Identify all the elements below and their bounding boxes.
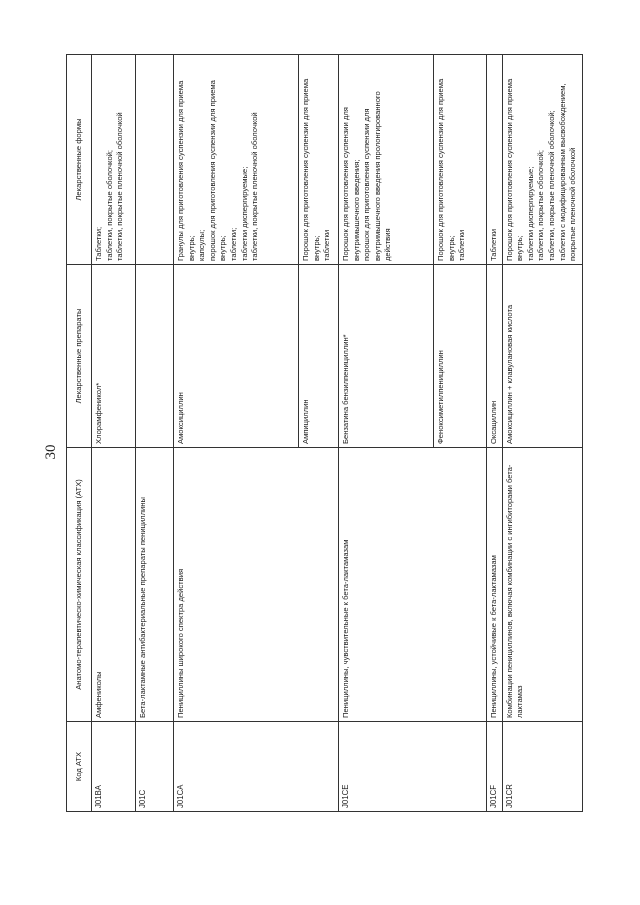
page-number: 30 (43, 444, 59, 460)
header-atc-classification: Анатомо-терапевтическо-химическая классификация (АТХ) (67, 448, 92, 722)
dosage-form-line: Порошок для приготовления суспензии для приема внутрь; (301, 78, 321, 261)
dosage-forms-cell (434, 55, 487, 265)
dosage-form-line: таблетки, покрытые оболочкой; (104, 149, 114, 261)
dosage-forms-cell (136, 55, 174, 265)
atc-code-cell: J01CR (502, 722, 582, 812)
dosage-form-line: таблетки, покрытые пленочной оболочкой (250, 112, 260, 261)
drug-name-cell: Амоксициллин (174, 265, 299, 448)
dosage-form-line: таблетки (322, 229, 332, 261)
dosage-form-line: таблетки диспергируемые; (239, 166, 249, 261)
atc-code-cell: J01BA (92, 722, 136, 812)
atc-code-cell: J01CE (339, 722, 487, 812)
atc-group-cell: Пенициллины, чувствительные к бета-лактамазам (339, 448, 487, 722)
dosage-form-line: Порошок для приготовления суспензии для приема внутрь; (436, 78, 456, 261)
table-row (92, 55, 136, 812)
dosage-form-line: Гранулы для приготовления суспензии для приема внутрь; (176, 80, 196, 261)
header-code: Код АТХ (67, 722, 92, 812)
dosage-form-line: порошок для приготовления суспензии для внутримышечного введения пролонгированного действия (362, 91, 393, 261)
table-row (502, 55, 582, 812)
dosage-form-line: Порошок для приготовления суспензии для внутримышечного введения; (341, 107, 361, 261)
drug-name-cell: Феноксиметилпенициллин (434, 265, 487, 448)
dosage-forms-cell (92, 55, 136, 265)
atc-group-cell: Пенициллины широкого спектра действия (174, 448, 339, 722)
drug-name-cell: Хлорамфеникол* (92, 265, 136, 448)
dosage-forms-cell (174, 55, 299, 265)
atc-code-cell: J01CF (487, 722, 503, 812)
atc-code-cell: J01C (136, 722, 174, 812)
dosage-form-line: Таблетки (489, 229, 498, 261)
table-row (487, 55, 503, 812)
dosage-form-line: таблетки, покрытые пленочной оболочкой (115, 112, 125, 261)
dosage-form-line: таблетки; (228, 227, 238, 261)
atc-group-cell: Амфениколы (92, 448, 136, 722)
dosage-form-line: таблетки с модифицированным высвобождением, покрытые пленочной оболочкой (557, 83, 578, 261)
dosage-form-line: Таблетки; (94, 226, 103, 261)
table-header-row (67, 55, 92, 812)
dosage-form-line: таблетки, покрытые оболочкой; (536, 149, 546, 261)
drug-name-cell: Оксациллин (487, 265, 503, 448)
atc-group-cell: Бета-лактамные антибактериальные препараты пенициллины (136, 448, 174, 722)
header-dosage-forms: Лекарственные формы (67, 55, 92, 265)
atc-group-cell: Комбинации пенициллинов, включая комбинации с ингибиторами бета-лактамаз (502, 448, 582, 722)
dosage-form-line: таблетки (457, 229, 467, 261)
atc-code-cell: J01CA (174, 722, 339, 812)
dosage-form-line: капсулы; (197, 229, 207, 261)
rotated-table-frame (66, 55, 578, 812)
atc-group-cell: Пенициллины, устойчивые к бета-лактамазам (487, 448, 503, 722)
dosage-forms-cell (299, 55, 339, 265)
table-row (174, 55, 299, 812)
dosage-forms-cell (487, 55, 503, 265)
drug-name-cell: Ампициллин (299, 265, 339, 448)
dosage-form-line: таблетки диспергируемые; (525, 166, 535, 261)
drug-name-cell: Бензатина бензилпенициллин* (339, 265, 434, 448)
dosage-forms-cell (339, 55, 434, 265)
dosage-forms-cell (502, 55, 582, 265)
table-row (339, 55, 434, 812)
dosage-form-line: Порошок для приготовления суспензии для приема внутрь; (504, 78, 525, 261)
drug-name-cell: Амоксициллин + клавулановая кислота (502, 265, 582, 448)
header-drugs: Лекарственные препараты (67, 265, 92, 448)
table-row (136, 55, 174, 812)
drug-name-cell (136, 265, 174, 448)
dosage-form-line: порошок для приготовления суспензии для приема внутрь; (207, 80, 228, 261)
dosage-form-line: таблетки, покрытые пленочной оболочкой; (546, 110, 556, 261)
atc-drug-table (66, 54, 583, 812)
